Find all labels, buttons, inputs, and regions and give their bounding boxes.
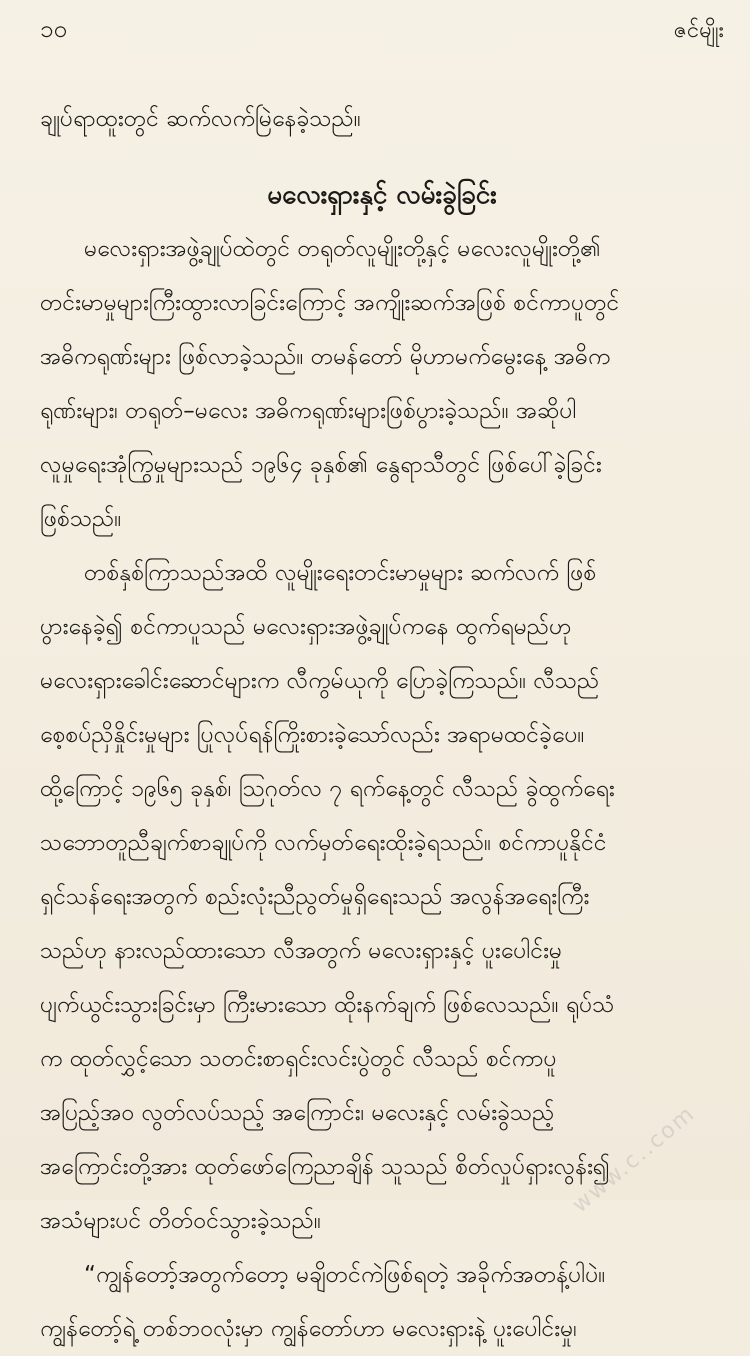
paragraph-line: အကြောင်းတို့အား ထုတ်ဖော်ကြေညာချိန် သူသည် စိတ်လှုပ်ရှားလွန်း၍ (40, 1154, 611, 1180)
paragraph-line: ထို့ကြောင့် ၁၉၆၅ ခုနှစ်၊ ဩဂုတ်လ ၇ ရက်နေ့တွင် လီသည် ခွဲထွက်ရေး (40, 776, 615, 802)
paragraph-line: “ကျွန်တော့်အတွက်တော့ မချိတင်ကဲဖြစ်ရတဲ့ အခိုက်အတန့်ပါပဲ။ (84, 1262, 606, 1288)
paragraph-line: ပွားနေခဲ့၍ စင်ကာပူသည် မလေးရှားအဖွဲ့ချုပ်ကနေ ထွက်ရမည်ဟု (40, 614, 572, 640)
page-header (40, 8, 724, 54)
paragraph-line: တင်းမာမှုများကြီးထွားလာခြင်းကြောင့် အကျိုးဆက်အဖြစ် စင်ကာပူတွင် (40, 290, 620, 316)
running-head: ဇင်မျိုး (673, 17, 724, 43)
paragraph-line: ပျက်ယွင်းသွားခြင်းမှာ ကြီးမားသော ထိုးနက်ချက် ဖြစ်လေသည်။ ရုပ်သံ (40, 992, 615, 1018)
paragraph-2 (40, 546, 724, 1248)
paragraph-3 (40, 1248, 724, 1356)
paragraph-line: သည်ဟု နားလည်ထားသော လီအတွက် မလေးရှားနှင့် ပူးပေါင်းမှု (40, 938, 563, 964)
paragraph-line: က ထုတ်လွှင့်သော သတင်းစာရှင်းလင်းပွဲတွင် လီသည် စင်ကာပူ (40, 1046, 557, 1072)
section-heading: မလေးရှားနှင့် လမ်းခွဲခြင်း (267, 180, 497, 210)
watermark: www.c..com (567, 1101, 701, 1218)
paragraph-line: တစ်နှစ်ကြာသည်အထိ လူမျိုးရေးတင်းမာမှုများ ဆက်လက် ဖြစ် (84, 560, 597, 586)
paragraph-line: အဓိကရုဏ်းများ ဖြစ်လာခဲ့သည်။ တမန်တော် မိုဟာမက်မွေးနေ့ အဓိက (40, 344, 611, 370)
paragraph-line: ရုဏ်းများ၊ တရုတ်–မလေး အဓိကရုဏ်းများဖြစ်ပွားခဲ့သည်။ အဆိုပါ (40, 398, 577, 424)
paragraph-line: အသံများပင် တိတ်ဝင်သွားခဲ့သည်။ (40, 1208, 321, 1234)
paragraph-line: ရှင်သန်ရေးအတွက် စည်းလုံးညီညွတ်မှုရှိရေးသည် အလွန်အရေးကြီး (40, 884, 590, 910)
paragraph-line: မလေးရှားခေါင်းဆောင်များက လီကွမ်ယုကို ပြောခဲ့ကြသည်။ လီသည် (40, 668, 600, 694)
paragraph-line: မလေးရှားအဖွဲ့ချုပ်ထဲတွင် တရုတ်လူမျိုးတို့နှင့် မလေးလူမျိုးတို့၏ (84, 236, 601, 262)
paragraph-line: အပြည့်အဝ လွတ်လပ်သည့် အကြောင်း၊ မလေးနှင့် လမ်းခွဲသည့် (40, 1100, 555, 1126)
opening-line: ချုပ်ရာထူးတွင် ဆက်လက်မြဲနေခဲ့သည်။ (40, 106, 361, 132)
paragraph-line: ကျွန်တော့်ရဲ့ တစ်ဘဝလုံးမှာ ကျွန်တော်ဟာ မလေးရှားနဲ့ ပူးပေါင်းမှု၊ (40, 1316, 577, 1342)
paragraph-line: သဘောတူညီချက်စာချုပ်ကို လက်မှတ်ရေးထိုးခဲ့ရသည်။ စင်ကာပူနိုင်ငံ (40, 830, 607, 856)
page-number: ၁၀ (40, 15, 67, 43)
paragraph-line: ဖြစ်သည်။ (40, 506, 122, 532)
paragraph-line: လူမှုရေးအုံကြွမှုများသည် ၁၉၆၄ ခုနှစ်၏ နွေရာသီတွင် ဖြစ်ပေါ်ခဲ့ခြင်း (40, 452, 602, 478)
paragraph-line: စေ့စပ်ညှိနှိုင်းမှုများ ပြုလုပ်ရန်ကြိုးစားခဲ့သော်လည်း အရာမထင်ခဲ့ပေ။ (40, 722, 585, 748)
paragraph-1 (40, 222, 724, 546)
